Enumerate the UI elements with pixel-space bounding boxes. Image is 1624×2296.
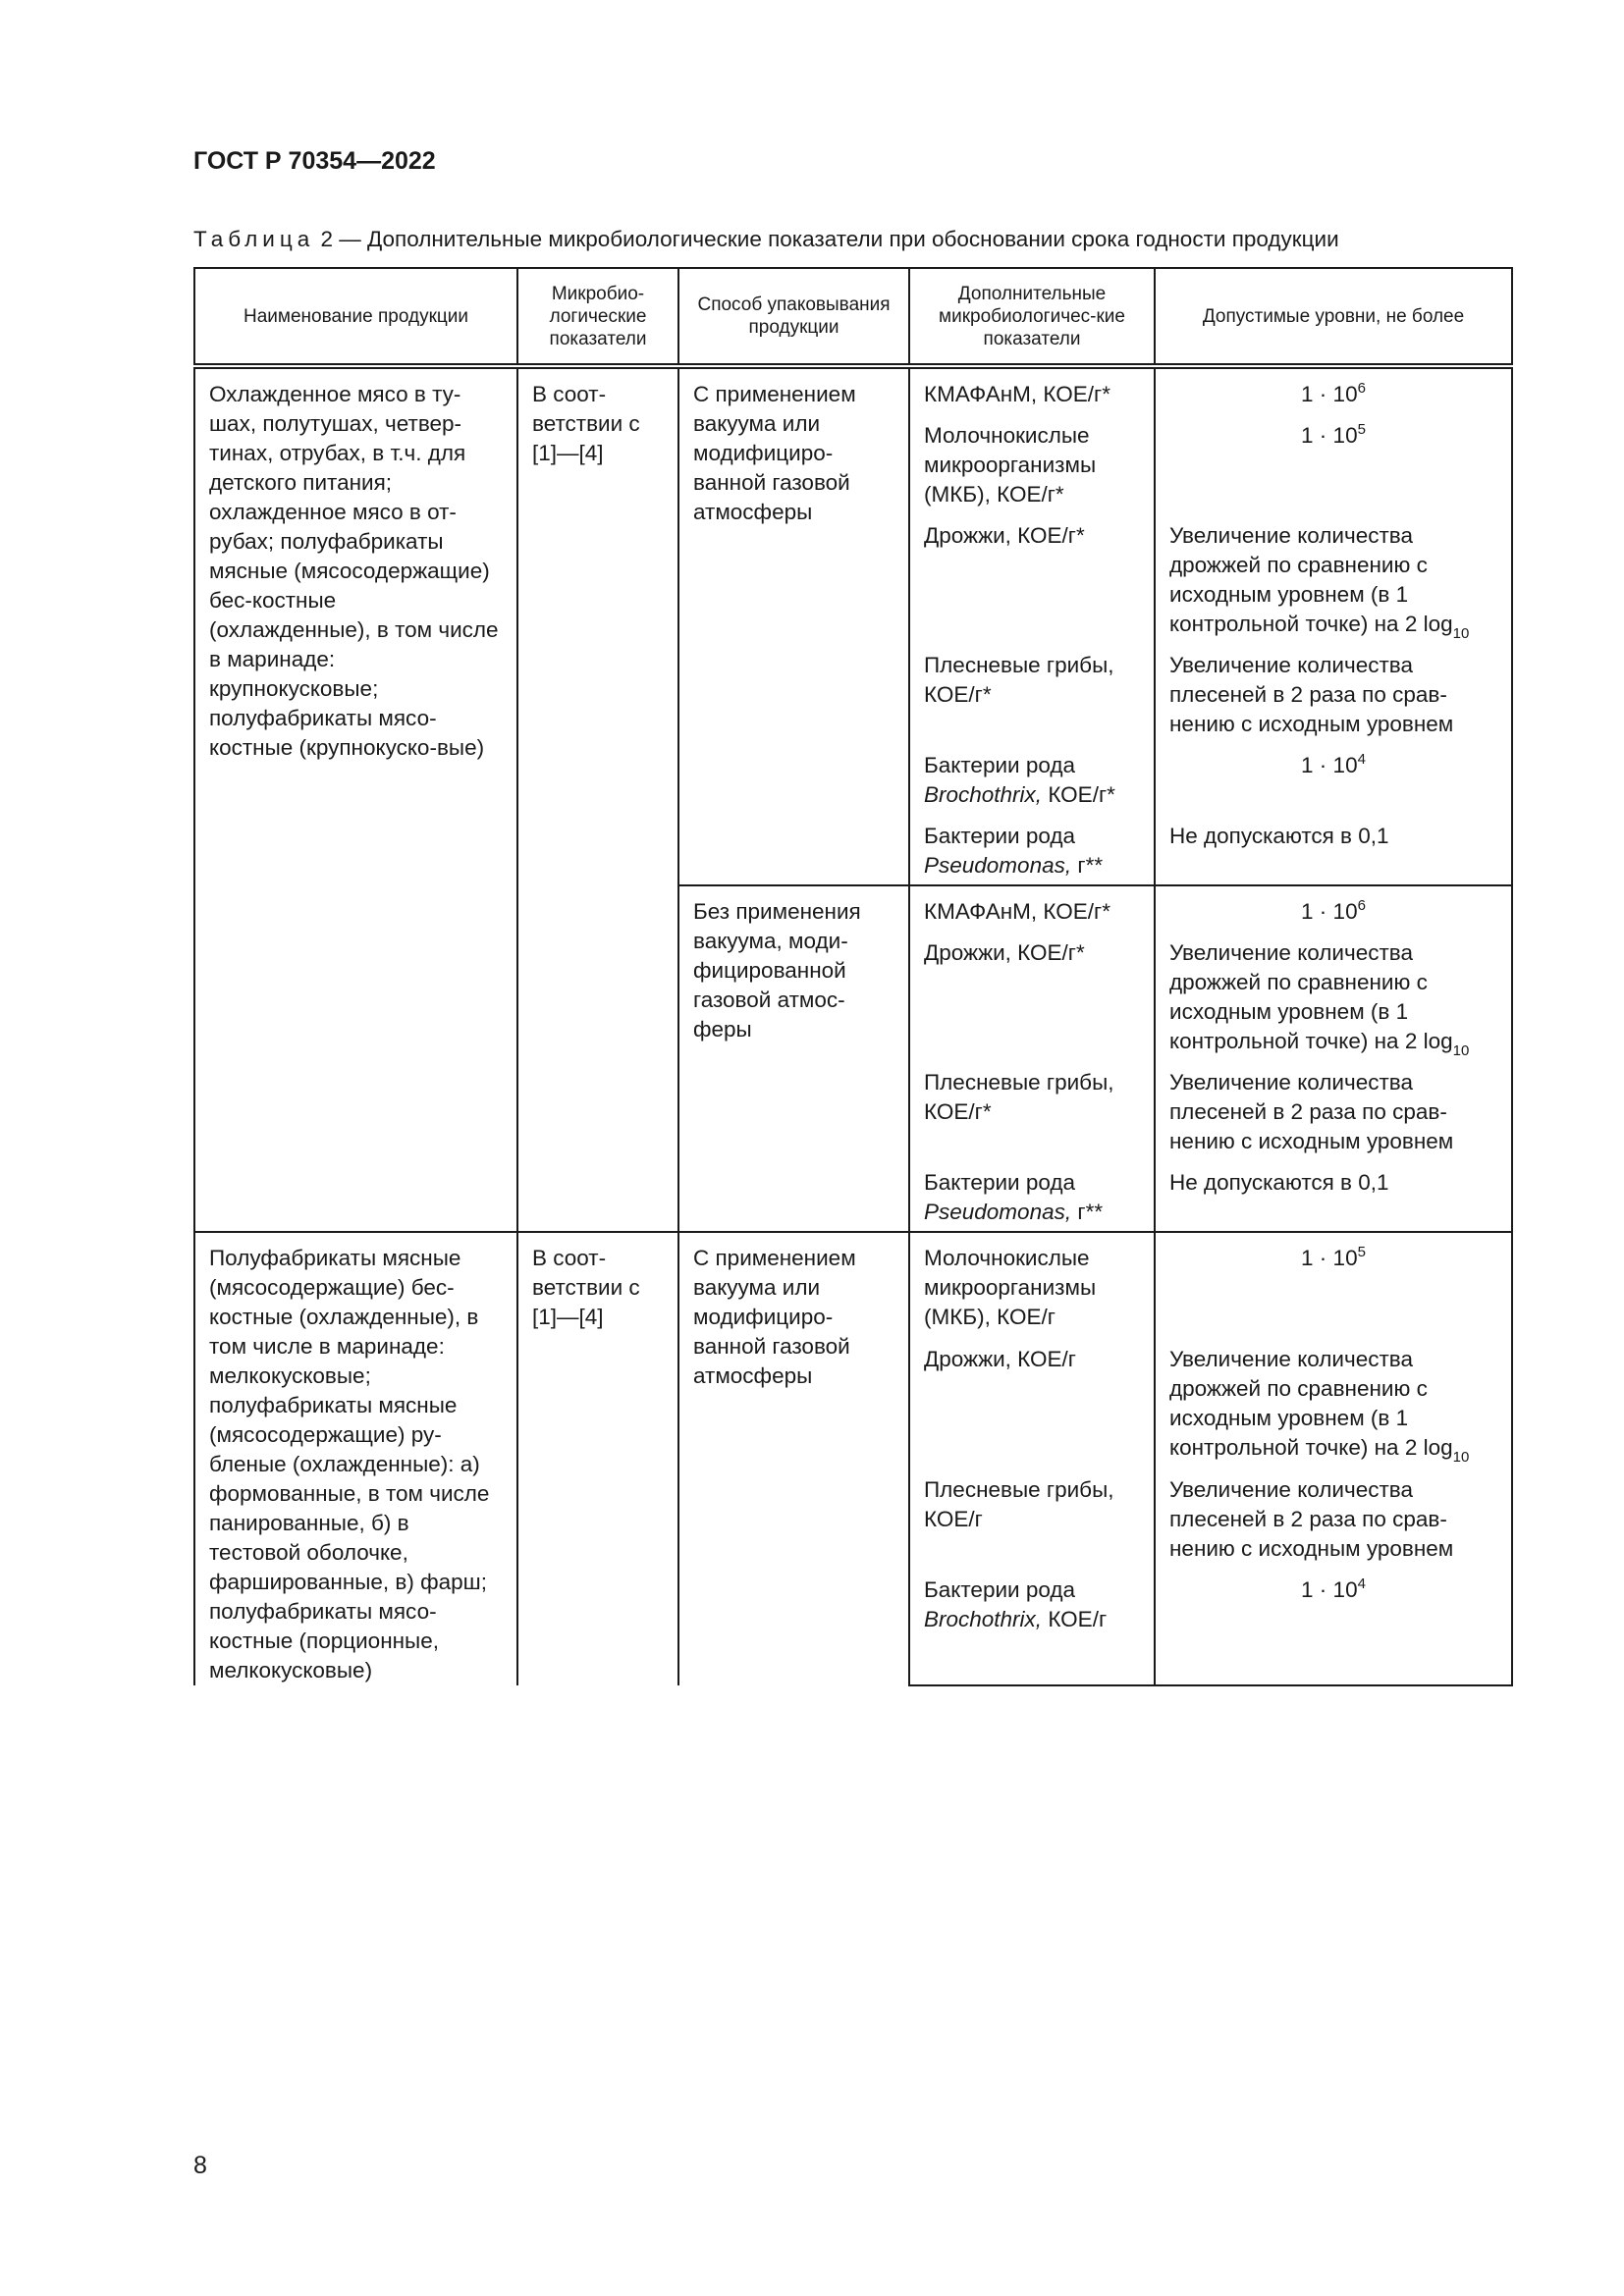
product-cell: Полуфабрикаты мясные (мясосодержащие) бес-костные (охлажденные), в том числе в маринаде: мелкокусковые; полуфабрикаты мясные (мясосодержащие) ру-бленые (охлажденные): а) формованные, в том числе панированные, б) в тестовой оболочке, фаршированные, в) фарш; полуфабрикаты мясо-костные (порционные, мелкокусковые) [194, 1232, 517, 1685]
additional-indicator: Плесневые грибы, КОЕ/г* [909, 639, 1155, 739]
allowed-level: $1 \cdot 10^4$ [1155, 739, 1512, 810]
allowed-level: $1 \cdot 10^6$ [1155, 366, 1512, 409]
product-cell: Охлажденное мясо в ту-шах, полутушах, четвер-тинах, отрубах, в т.ч. для детского питания; охлажденное мясо в от-рубах; полуфабрикаты мясные (мясосодержащие) бес-костные (охлажденные), в том числе в маринаде: крупнокусковые; полуфабрикаты мясо-костные (крупнокуско-вые) [194, 366, 517, 1232]
allowed-level: Увеличение количества дрожжей по сравнению с исходным уровнем (в 1 контрольной точке) на 2 $\log_{10}$ [1155, 927, 1512, 1056]
allowed-level: Не допускаются в 0,1 [1155, 810, 1512, 885]
allowed-level: Увеличение количества плесеней в 2 раза по срав-нению с исходным уровнем [1155, 639, 1512, 739]
additional-indicator: Бактерии рода Pseudomonas, г** [909, 810, 1155, 885]
additional-indicator: Плесневые грибы, КОЕ/г* [909, 1056, 1155, 1156]
header-indicators: Микробио-логические показатели [517, 268, 678, 366]
additional-indicator: Дрожжи, КОЕ/г [909, 1333, 1155, 1464]
table-caption-text: 2 — Дополнительные микробиологические показатели при обосновании срока годности продукции [320, 227, 1339, 251]
allowed-level: Увеличение количества дрожжей по сравнению с исходным уровнем (в 1 контрольной точке) на 2 $\log_{10}$ [1155, 1333, 1512, 1464]
header-product: Наименование продукции [194, 268, 517, 366]
page-number: 8 [193, 2152, 207, 2179]
header-allowed-levels: Допустимые уровни, не более [1155, 268, 1512, 366]
allowed-level: $1 \cdot 10^5$ [1155, 1232, 1512, 1333]
additional-indicator: КМАФАнМ, КОЕ/г* [909, 366, 1155, 409]
indicators-cell: В соот-ветствии с [1]—[4] [517, 1232, 678, 1685]
additional-indicator: Молочнокислые микроорганизмы (МКБ), КОЕ/г [909, 1232, 1155, 1333]
table-caption [193, 227, 1339, 252]
packaging-cell: С применением вакуума или модифициро-ванной газовой атмосферы [678, 366, 909, 885]
additional-indicator: КМАФАнМ, КОЕ/г* [909, 885, 1155, 927]
allowed-level: Не допускаются в 0,1 [1155, 1156, 1512, 1232]
indicators-cell: В соот-ветствии с [1]—[4] [517, 366, 678, 1232]
allowed-level: Увеличение количества дрожжей по сравнению с исходным уровнем (в 1 контрольной точке) на 2 $\log_{10}$ [1155, 509, 1512, 639]
additional-indicator: Бактерии рода Pseudomonas, г** [909, 1156, 1155, 1232]
indicators-table [193, 267, 1513, 1686]
allowed-level: $1 \cdot 10^6$ [1155, 885, 1512, 927]
additional-indicator: Молочнокислые микроорганизмы (МКБ), КОЕ/г* [909, 409, 1155, 509]
table-row [194, 1232, 1512, 1333]
table-row [194, 366, 1512, 409]
additional-indicator: Плесневые грибы, КОЕ/г [909, 1464, 1155, 1565]
table-header-row [194, 268, 1512, 366]
additional-indicator: Бактерии рода Brochothrix, КОЕ/г [909, 1564, 1155, 1685]
additional-indicator: Дрожжи, КОЕ/г* [909, 927, 1155, 1056]
additional-indicator: Дрожжи, КОЕ/г* [909, 509, 1155, 639]
allowed-level: $1 \cdot 10^5$ [1155, 409, 1512, 509]
allowed-level: Увеличение количества плесеней в 2 раза по срав-нению с исходным уровнем [1155, 1056, 1512, 1156]
table-label: Таблица [193, 227, 315, 251]
allowed-level: $1 \cdot 10^4$ [1155, 1564, 1512, 1685]
additional-indicator: Бактерии рода Brochothrix, КОЕ/г* [909, 739, 1155, 810]
header-packaging: Способ упаковывания продукции [678, 268, 909, 366]
packaging-cell: С применением вакуума или модифициро-ванной газовой атмосферы [678, 1232, 909, 1685]
header-additional-indicators: Дополнительные микробиологичес-кие показатели [909, 268, 1155, 366]
packaging-cell: Без применения вакуума, моди-фицированной газовой атмос-феры [678, 885, 909, 1232]
standard-id: ГОСТ Р 70354—2022 [193, 147, 436, 175]
allowed-level: Увеличение количества плесеней в 2 раза по срав-нению с исходным уровнем [1155, 1464, 1512, 1565]
